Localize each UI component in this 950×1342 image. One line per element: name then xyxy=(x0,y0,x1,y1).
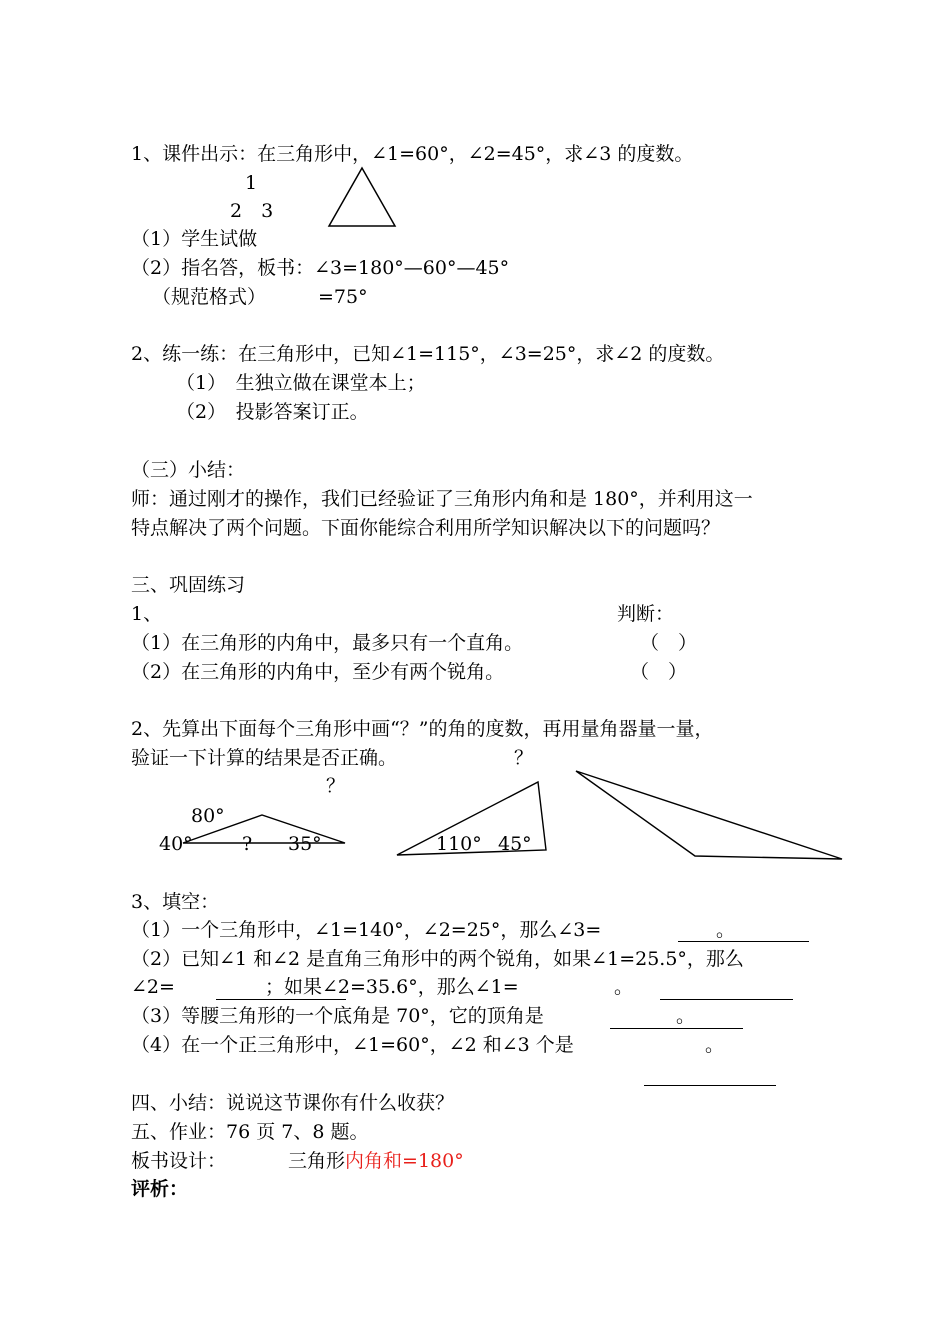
summary3-heading: （三）小结： xyxy=(131,459,246,481)
fill-1-blank[interactable] xyxy=(678,941,809,942)
ex1-step-1: （1）学生试做 xyxy=(131,228,258,250)
tri2-angle-left: 110° xyxy=(436,833,482,855)
ex1-angle-label-1: 1 xyxy=(245,172,258,194)
board-design-topic: 三角形 xyxy=(288,1150,346,1172)
board-design-formula: 内角和=180° xyxy=(345,1150,464,1172)
q1-answer-b[interactable]: （ ） xyxy=(630,661,688,683)
ex2-step-1: （1） 生独立做在课堂本上； xyxy=(176,372,426,394)
triangle-obtuse-3 xyxy=(576,771,842,859)
q1-statement-a: （1）在三角形的内角中，最多只有一个直角。 xyxy=(131,632,524,654)
practice-heading: 三、巩固练习 xyxy=(131,574,246,596)
ex1-step-3-label: （规范格式） xyxy=(152,286,267,308)
fill-1-end: 。 xyxy=(716,919,736,941)
q2-line-1: 2、先算出下面每个三角形中画“？”的角的度数，再用量角器量一量， xyxy=(131,718,714,740)
fill-2-b: ；如果∠2=35.6°，那么∠1= xyxy=(265,976,519,998)
tri1-angle-right: 35° xyxy=(288,833,322,855)
fill-4-end: 。 xyxy=(705,1034,725,1056)
ex1-line: 1、课件出示：在三角形中，∠1=60°，∠2=45°，求∠3 的度数。 xyxy=(131,143,694,165)
fill-2-a: ∠2= xyxy=(131,976,175,998)
fill-heading: 3、填空： xyxy=(131,891,220,913)
fill-2-line-1: （2）已知∠1 和∠2 是直角三角形中的两个锐角，如果∠1=25.5°，那么 xyxy=(131,948,744,970)
ex1-angle-labels-2-3: 2 3 xyxy=(230,200,274,222)
q1-answer-a[interactable]: （ ） xyxy=(640,632,698,654)
fill-4: （4）在一个正三角形中，∠1=60°，∠2 和∠3 个是 xyxy=(131,1034,574,1056)
q1-statement-b: （2）在三角形的内角中，至少有两个锐角。 xyxy=(131,661,505,683)
summary3-text-2: 特点解决了两个问题。下面你能综合利用所学知识解决以下的问题吗？ xyxy=(131,517,721,539)
ex2-line: 2、练一练：在三角形中，已知∠1=115°，∠3=25°，求∠2 的度数。 xyxy=(131,343,725,365)
q1-number: 1、 xyxy=(131,603,163,625)
closing-homework: 五、作业：76 页 7、8 题。 xyxy=(131,1121,369,1143)
tri1-angle-unknown: ? xyxy=(242,833,253,855)
board-design-label: 板书设计： xyxy=(131,1150,227,1172)
fill-2-end: 。 xyxy=(614,976,634,998)
fill-3-blank[interactable] xyxy=(610,1028,743,1029)
ex1-step-2: （2）指名答，板书：∠3=180°—60°—45° xyxy=(131,257,510,279)
equilateral-triangle xyxy=(329,168,395,226)
ex2-step-2: （2） 投影答案订正。 xyxy=(176,401,369,423)
fill-3-end: 。 xyxy=(676,1005,696,1027)
review-label: 评析： xyxy=(131,1178,189,1200)
fill-2-blank-b[interactable] xyxy=(660,999,793,1000)
tri1-angle-top: 80° xyxy=(191,805,225,827)
fill-1: （1）一个三角形中，∠1=140°，∠2=25°，那么∠3= xyxy=(131,919,602,941)
board-design xyxy=(131,1149,464,1173)
ex1-step-3-result: =75° xyxy=(318,286,368,308)
fill-2-blank-a[interactable] xyxy=(216,999,346,1000)
q2-question-mark-top: ？ xyxy=(326,775,346,797)
tri1-angle-left: 40° xyxy=(159,833,193,855)
tri2-angle-right: 45° xyxy=(498,833,532,855)
fill-4-blank[interactable] xyxy=(644,1085,776,1086)
q2-question-mark-right: ？ xyxy=(514,747,534,769)
summary3-text-1: 师：通过刚才的操作，我们已经验证了三角形内角和是 180°，并利用这一 xyxy=(131,488,753,510)
fill-3: （3）等腰三角形的一个底角是 70°，它的顶角是 xyxy=(131,1005,544,1027)
closing-summary: 四、小结：说说这节课你有什么收获？ xyxy=(131,1092,455,1114)
q1-title: 判断： xyxy=(617,603,675,625)
q2-line-2: 验证一下计算的结果是否正确。 xyxy=(131,747,398,769)
